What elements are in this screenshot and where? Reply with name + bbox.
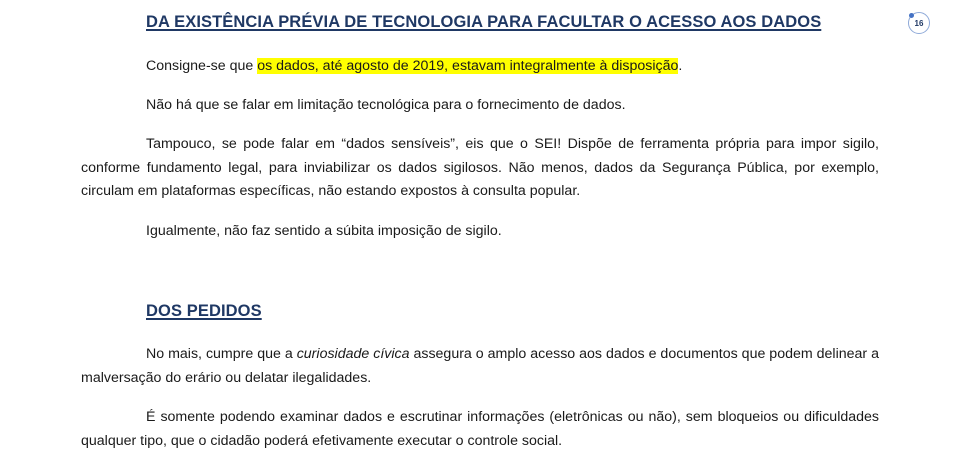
italic-term: curiosidade cívica: [296, 346, 410, 362]
page-number-badge: 16: [908, 12, 930, 34]
paragraph-limitacao: Não há que se falar em limitação tecnológica para o fornecimento de dados.: [146, 97, 626, 113]
paragraph-somente: É somente podendo examinar dados e escrutinar informações (eletrônicas ou não), sem bloqueios ou dificuldades qualquer tipo, que o cidadão poderá efetivamente executar o controle social.: [81, 409, 879, 449]
highlighted-text: os dados, até agosto de 2019, estavam integralmente à disposição: [257, 58, 679, 74]
paragraph-no-mais-rest: assegura o amplo acesso aos dados e documentos que podem delinear a malversação do erário ou delatar ilegalidades.: [81, 346, 879, 386]
paragraph-igualmente: Igualmente, não faz sentido a súbita imposição de sigilo.: [146, 223, 502, 239]
paragraph-consigne-end: .: [678, 58, 683, 74]
page-badge-dot-icon: [909, 13, 914, 18]
section-heading-pedidos: DOS PEDIDOS: [146, 302, 262, 320]
paragraph-no-mais-lead: No mais, cumpre que a: [146, 346, 297, 362]
paragraph-tampouco: Tampouco, se pode falar em “dados sensíveis”, eis que o SEI! Dispõe de ferramenta própria para impor sigilo, conforme fundamento legal, para inviabilizar os dados sigilosos. Não menos, dados da Segurança Pública, por exemplo, circulam em plataformas específicas, não estando expostos à consulta popular.: [81, 136, 879, 199]
paragraph-consigne: [81, 55, 879, 79]
paragraph-no-mais: [81, 343, 879, 390]
paragraph-consigne-lead: Consigne-se que: [146, 58, 258, 74]
section-heading-tecnologia: DA EXISTÊNCIA PRÉVIA DE TECNOLOGIA PARA FACULTAR O ACESSO AOS DADOS: [146, 13, 822, 31]
